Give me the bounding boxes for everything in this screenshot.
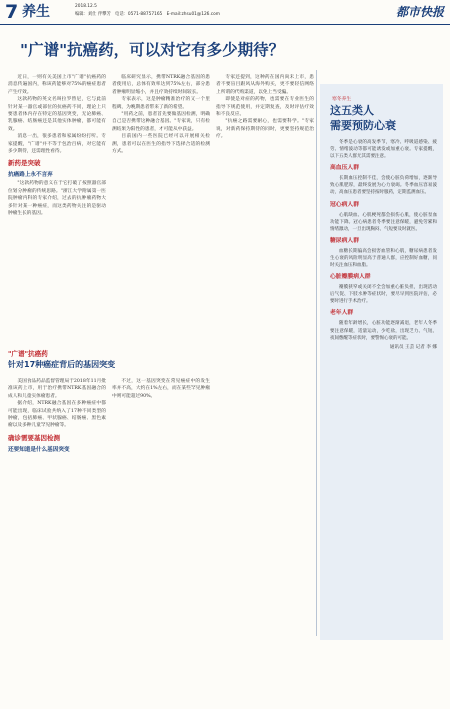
headline: "广谱"抗癌药，可以对它有多少期待？ xyxy=(20,41,285,59)
article-paragraph: 不过，这一基因突变在常见癌症中的发生率并不高，大约在1%左右，而在某些罕见肿瘤中则可能超过90%。 xyxy=(112,379,210,399)
article-paragraph: 美国食品药品监督管理局于2018年11月批准该药上市，用于治疗携带NTRK基因融合的成人和儿童实体瘤患者。 xyxy=(8,379,106,399)
article-paragraph: 据介绍，NTRK融合基因在多种癌症中都可能出现，临床试验共纳入了17种不同类型的肿瘤，包括肺癌、甲状腺癌、结肠癌、黑色素瘤以及多种儿童罕见肿瘤等。 xyxy=(8,401,106,429)
section3-subtitle: 还要知道是什么基因突变 xyxy=(8,446,70,453)
section2-kicker: "广谱"抗癌药 xyxy=(8,350,48,358)
sidebar-item-title: 老年人群 xyxy=(330,310,354,317)
sidebar-title xyxy=(330,104,435,133)
date-line: 2018.12.5 xyxy=(75,4,97,9)
column-1 xyxy=(8,74,106,344)
sidebar-item-text: 随着年龄增长，心脏功能逐渐减退，老年人冬季要注意保暖，适量运动，少吃盐，出现乏力、气短、夜间憋醒等症状时，要警惕心衰的可能。 xyxy=(330,321,437,341)
article-paragraph: "这款药物的意义在于它打破了按照器官部位划分肿瘤的传统思路。"浙江大学附属第一医院肿瘤内科的专家介绍，过去的抗肿瘤药物大多针对某一种癌症，而这类药物关注的是驱动肿瘤生长的基因。 xyxy=(8,181,106,217)
article-paragraph: "用药之前，患者首先要做基因检测，明确自己是否携带这种融合基因。"专家说，只有检测结果为阳性的患者，才可能从中获益。 xyxy=(112,112,210,132)
sidebar-item-text: 瓣膜狭窄或关闭不全会加重心脏负担，出现活动后气促、下肢水肿等症状时，要尽早到医院评估，必要时进行手术治疗。 xyxy=(330,285,437,305)
column-5 xyxy=(112,378,210,636)
article-paragraph: "抗癌之路需要耐心，也需要科学。"专家说，对新药保持期待的同时，更要坚持规范治疗。 xyxy=(216,119,314,140)
newspaper-brand: 都市快报 xyxy=(395,5,444,19)
page-header xyxy=(0,0,450,25)
article-paragraph: 专家表示，这是肿瘤精准治疗的又一个里程碑，为晚期患者带来了新的希望。 xyxy=(112,97,210,110)
sidebar-item-title: 高血压人群 xyxy=(330,165,359,172)
intro-paragraph: 近日，一则有关美国上市"广谱"抗癌药的消息传遍国内，称该药能够对75%的癌症患者产生疗效。 xyxy=(8,75,106,95)
section2-heading xyxy=(8,350,213,370)
column-2 xyxy=(112,74,210,344)
sidebar-item-title: 冠心病人群 xyxy=(330,201,359,208)
sidebar-item-title: 糖尿病人群 xyxy=(330,237,359,244)
byline: 通讯员 王芸 记者 李 娜 xyxy=(389,344,437,350)
sidebar-item-text: 长期血压控制不佳，会使心脏负荷增加，逐渐导致心肌肥厚，最终发展为心力衰竭。冬季血压容易波动，高血压患者要坚持按时服药，定期监测血压。 xyxy=(330,176,437,196)
column-3 xyxy=(216,74,314,344)
column-4 xyxy=(8,378,106,636)
intro-paragraph: 消息一出，很多患者和家属纷纷打听。专家提醒，"广谱"并不等于包治百病，对它能有多少期待，还需理性看待。 xyxy=(8,134,106,155)
section1-title: 新药是突破 xyxy=(8,159,41,168)
sidebar-item-text: 血糖长期偏高会损害血管和心肌，糖尿病患者发生心衰的风险明显高于普通人群，应控制好血糖，同时关注血压和血脂。 xyxy=(330,248,437,269)
sidebar-kicker: 寒冬养生 xyxy=(332,97,352,102)
section3-title: 确诊需要基因检测 xyxy=(8,433,60,442)
article-paragraph: 专家还提到，这种药在国内尚未上市，患者不要盲目跟风从海外购买，更不要轻信网络上所谓的代购渠道，以免上当受骗。 xyxy=(216,75,314,95)
section1-subtitle: 抗癌路上永不言弃 xyxy=(8,172,53,179)
sidebar-panel xyxy=(320,84,443,640)
section2-title: 针对17种癌症背后的基因突变 xyxy=(8,360,116,369)
page-number: 7 xyxy=(5,1,19,23)
editor-line: 编辑：刘仕 伴攀芳 电话：0571-88757165 E-mail:zhsu01@126.com xyxy=(75,12,220,17)
column-divider xyxy=(316,70,317,636)
intro-paragraph: 这款药物的英文名叫拉罗替尼，它与此前针对某一器官或部位的抗癌药不同，理论上只要患者体内存在特定的基因突变，无论肺癌、乳腺癌、结肠癌还是其他实体肿瘤，都可能有效。 xyxy=(8,97,106,132)
section-name: 养生 xyxy=(22,4,50,20)
sidebar-item-text: 心肌缺血、心肌梗死都会损伤心肌，使心脏泵血功能下降。冠心病患者冬季要注意保暖，避免劳累和情绪激动，一旦出现胸闷、气短要及时就医。 xyxy=(330,212,437,232)
article-paragraph: 目前国内一些医院已经可以开展相关检测，患者可以在医生的指导下选择合适的检测方式。 xyxy=(112,134,210,155)
article-paragraph: 临床研究显示，携带NTRK融合基因的患者使用后，总体有效率达到75%左右，部分患者肿瘤明显缩小，并且疗效持续时间较长。 xyxy=(112,75,210,95)
sidebar-body xyxy=(330,139,437,709)
article-paragraph: 即使是对症的药物，也需要在专业医生的指导下规范使用，并定期复查，及时评估疗效和不良反应。 xyxy=(216,97,314,118)
sidebar-item-title: 心脏瓣膜病人群 xyxy=(330,274,371,281)
sidebar-intro: 冬季是心衰的高发季节，寒冷、呼吸道感染、疲劳、情绪波动等都可能诱发或加重心衰。专家提醒，以下五类人群尤其需要注意。 xyxy=(330,140,437,160)
sidebar-title-text: 这五类人 需要预防心衰 xyxy=(330,104,396,132)
